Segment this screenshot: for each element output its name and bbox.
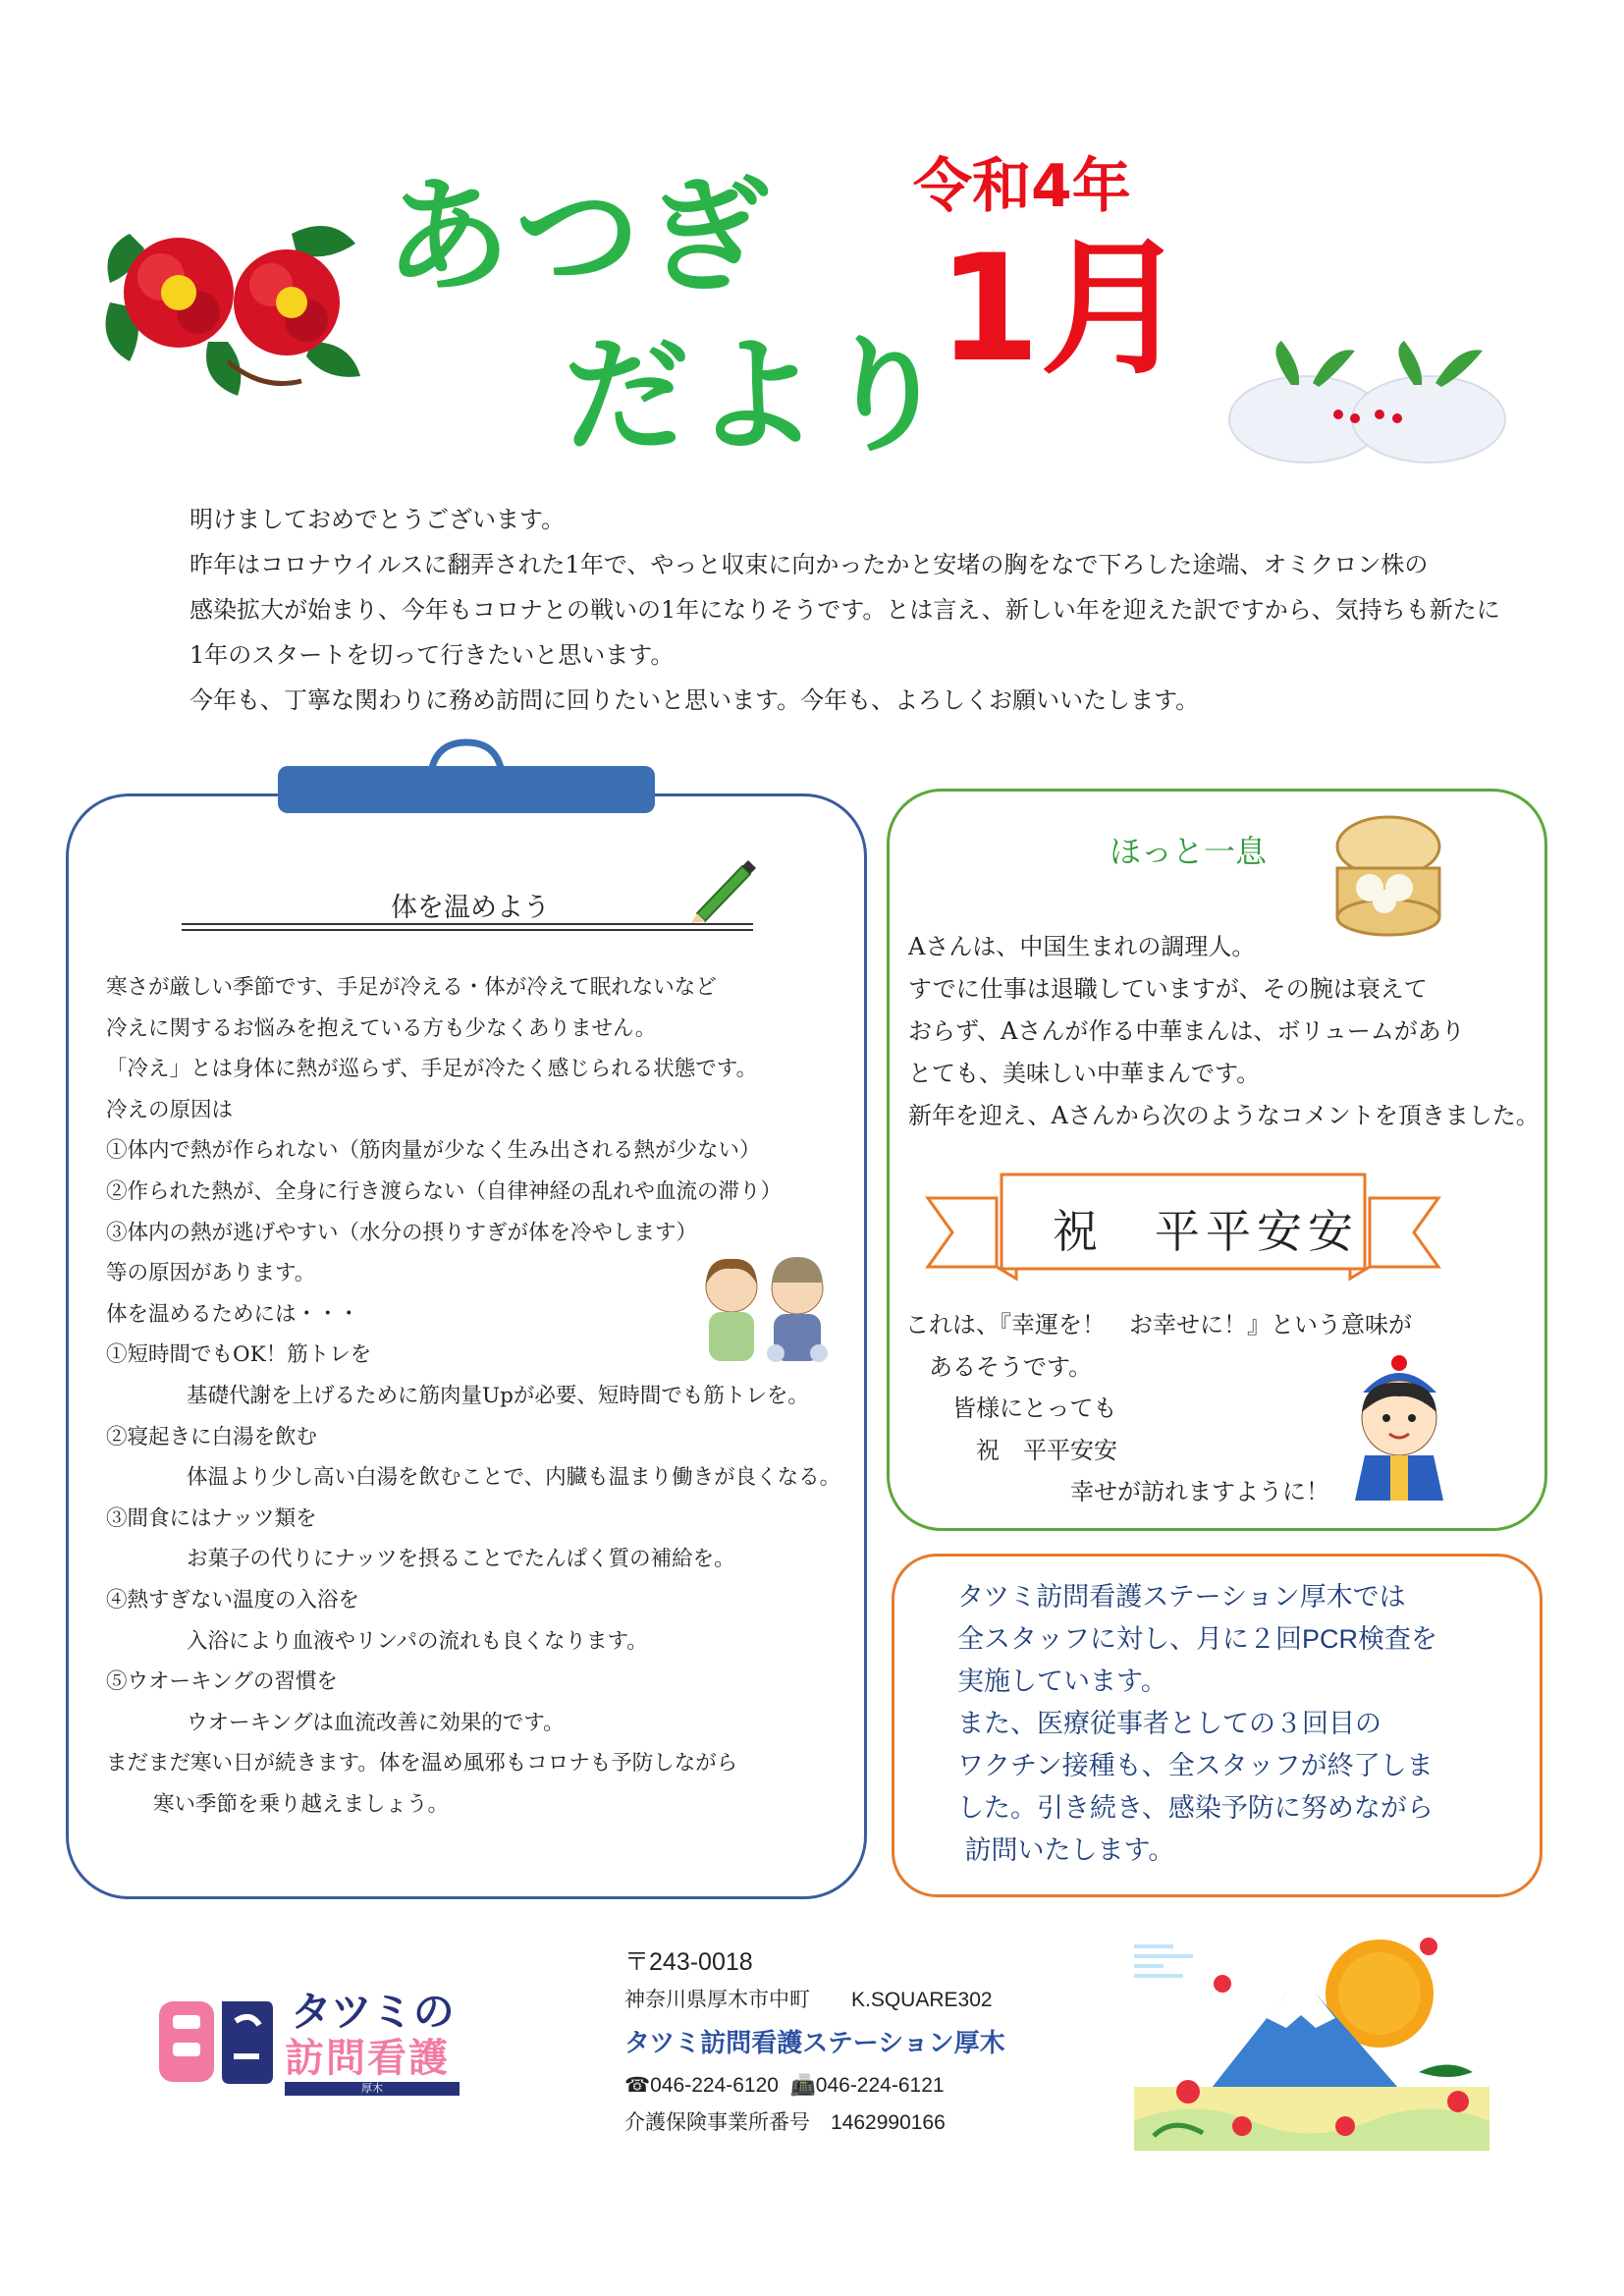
warm-line: ③体内の熱が逃げやすい（水分の摂りすぎが体を冷やします） <box>106 1220 698 1245</box>
hotto-closing-line: 幸せが訪れますように！ <box>905 1478 1329 1505</box>
intro-line: 1年のスタートを切って行きたいと思います。 <box>189 641 675 669</box>
address: 神奈川県厚木市中町 K.SQUARE302 <box>624 1989 993 2011</box>
care-number-label: 介護保険事業所番号 <box>624 2111 810 2134</box>
notice-line: 全スタッフに対し、月に２回PCR検査を <box>957 1624 1438 1654</box>
warm-line: まだまだ寒い日が続きます。体を温め風邪もコロナも予防しながら <box>106 1751 738 1777</box>
banner-text: 祝 平平安安 <box>1053 1205 1359 1258</box>
warm-line: ②寝起きに白湯を飲む <box>106 1424 318 1449</box>
warm-section-title: 体を温めよう <box>391 893 550 923</box>
hotto-title: ほっと一息 <box>1110 833 1268 870</box>
hotto-line: Aさんは、中国生まれの調理人。 <box>908 933 1256 960</box>
hotto-closing <box>905 1304 1412 1513</box>
notice-line: した。引き続き、感染予防に努めながら <box>957 1793 1434 1823</box>
hotto-closing-line: あるそうです。 <box>905 1352 1093 1381</box>
newsletter-title-line2: だより <box>564 323 953 469</box>
notice-text <box>957 1576 1437 1872</box>
hotto-line: おらず、Aさんが作る中華まんは、ボリュームがあり <box>908 1017 1465 1045</box>
intro-line: 昨年はコロナウイルスに翻弄された1年で、やっと収束に向かったかと安堵の胸をなで下ろした途端、オミクロン株の <box>189 551 1429 578</box>
warm-line: ①体内で熱が作られない（筋肉量が少なく生み出される熱が少ない） <box>106 1138 761 1164</box>
hotto-line: すでに仕事は退職していますが、その腕は衰えて <box>908 975 1428 1003</box>
logo-text-line2: 訪問看護 <box>285 2037 450 2080</box>
newsletter-title-line1: あつぎ <box>385 164 775 310</box>
warm-line: ③間食にはナッツ類を <box>106 1505 317 1531</box>
fax-number: 046-224-6121 <box>815 2074 945 2097</box>
notice-line: ワクチン接種も、全スタッフが終了しま <box>957 1751 1434 1780</box>
warm-line: 体温より少し高い白湯を飲むことで、内臓も温まり働きが良くなる。 <box>187 1465 841 1491</box>
warm-line: 「冷え」とは身体に熱が巡らず、手足が冷たく感じられる状態です。 <box>106 1057 758 1082</box>
clipboard-bar <box>278 766 655 813</box>
warm-line: 冷えに関するお悩みを抱えている方も少なくありません。 <box>106 1015 657 1041</box>
intro-line: 感染拡大が始まり、今年もコロナとの戦いの1年になりそうです。とは言え、新しい年を迎えた訳ですから、気持ちも新たに <box>189 596 1500 624</box>
phone-number: 046-224-6120 <box>650 2074 779 2097</box>
warm-line: お菓子の代りにナッツを摂ることでたんぱく質の補給を。 <box>187 1547 735 1572</box>
hotto-story <box>908 926 1540 1137</box>
hotto-closing-line: 祝 平平安安 <box>905 1436 1117 1464</box>
phone-icon: ☎ <box>624 2074 651 2097</box>
notice-line: また、医療従事者としての３回目の <box>957 1709 1381 1738</box>
intro-line: 今年も、丁寧な関わりに務め訪問に回りたいと思います。今年も、よろしくお願いいたします。 <box>189 686 1200 714</box>
fax-icon: 📠 <box>789 2074 816 2097</box>
snow-rabbits-illustration <box>1222 336 1517 464</box>
pencil-icon <box>687 852 758 923</box>
warm-line: ②作られた熱が、全身に行き渡らない（自律神経の乱れや血流の滞り） <box>106 1178 783 1204</box>
warm-line: 基礎代謝を上げるために筋肉量Upが必要、短時間でも筋トレを。 <box>187 1383 809 1408</box>
warm-line: ④熱すぎない温度の入浴を <box>106 1587 360 1613</box>
warm-body-text <box>106 967 840 1825</box>
logo-sub: 厚木 <box>285 2082 460 2096</box>
warm-line: 入浴により血液やリンパの流れも良くなります。 <box>187 1628 648 1654</box>
notice-line: タツミ訪問看護ステーション厚木では <box>957 1582 1406 1612</box>
hotto-line: とても、美味しい中華まんです。 <box>908 1060 1261 1087</box>
steamer-basket-illustration <box>1330 807 1446 940</box>
mount-fuji-illustration <box>1134 1925 1489 2151</box>
warm-line: 寒さが厳しい季節です、手足が冷える・体が冷えて眠れないなど <box>106 975 717 1000</box>
hotto-closing-line: これは、『幸運を！ お幸せに！』という意味が <box>905 1311 1412 1339</box>
warm-line: 寒い季節を乗り越えましょう。 <box>153 1791 450 1817</box>
warm-line: 体を温めるためには・・・ <box>106 1301 360 1327</box>
contact-block <box>624 1942 1005 2141</box>
hotto-line: 新年を迎え、Aさんから次のようなコメントを頂きました。 <box>908 1102 1540 1129</box>
logo-text-line1: タツミの <box>291 1989 455 2035</box>
hotto-closing-line: 皆様にとっても <box>905 1394 1117 1422</box>
warm-line: ウオーキングは血流改善に効果的です。 <box>187 1710 565 1735</box>
era-year: 令和4年 <box>913 152 1131 221</box>
care-number: 1462990166 <box>831 2111 946 2134</box>
notice-line: 実施しています。 <box>957 1667 1167 1696</box>
postal-icon: 〒 <box>624 1948 650 1976</box>
chinese-boy-illustration <box>1343 1353 1456 1501</box>
cold-people-illustration <box>687 1247 844 1365</box>
intro-greeting <box>189 497 1500 723</box>
notice-line: 訪問いたします。 <box>957 1835 1175 1865</box>
issue-month: 1月 <box>938 224 1188 395</box>
organization-name: タツミ訪問看護ステーション厚木 <box>624 2028 1005 2057</box>
warm-line: ⑤ウオーキングの習慣を <box>106 1669 338 1695</box>
camellia-illustration <box>90 194 375 406</box>
title-underline <box>182 923 753 931</box>
intro-line: 明けましておめでとうございます。 <box>189 506 566 533</box>
postal-code: 243-0018 <box>649 1948 753 1976</box>
company-logo <box>157 1984 511 2102</box>
warm-line: ①短時間でもOK！筋トレを <box>106 1342 372 1368</box>
warm-line: 等の原因があります。 <box>106 1261 316 1286</box>
warm-line: 冷えの原因は <box>106 1097 234 1122</box>
